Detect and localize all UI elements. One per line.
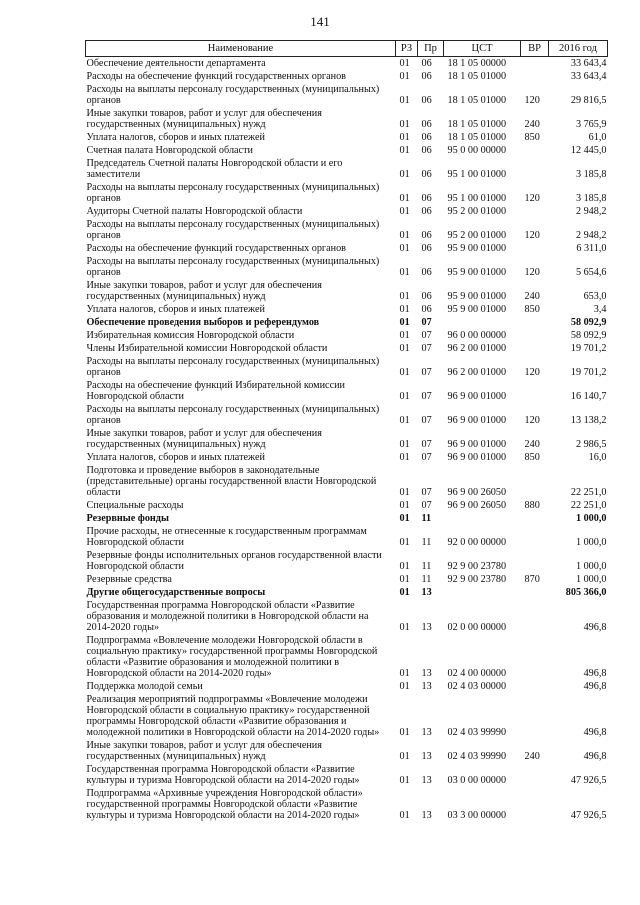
row-cst: 02 4 03 00000 bbox=[447, 681, 507, 692]
row-pr: 06 bbox=[421, 291, 432, 302]
row-name: Расходы на выплаты персоналу государственных (муниципальных) органов bbox=[86, 356, 380, 378]
row-name: Прочие расходы, не отнесенные к государственным программам Новгородской области bbox=[86, 526, 367, 548]
row-amount: 496,8 bbox=[583, 668, 607, 679]
row-amount: 16 140,7 bbox=[570, 391, 607, 402]
row-vr bbox=[521, 205, 549, 218]
row-name: Уплата налогов, сборов и иных платежей bbox=[86, 452, 265, 463]
row-vr: 120 bbox=[524, 367, 540, 378]
header-vr: ВР bbox=[521, 41, 549, 57]
row-rz: 01 bbox=[399, 119, 410, 130]
row-vr: 240 bbox=[524, 119, 540, 130]
row-amount: 1 000,0 bbox=[575, 537, 607, 548]
row-amount: 61,0 bbox=[588, 132, 607, 143]
row-amount: 3 185,8 bbox=[575, 193, 607, 204]
row-rz: 01 bbox=[399, 622, 410, 633]
row-amount: 496,8 bbox=[583, 681, 607, 692]
row-pr: 07 bbox=[421, 415, 432, 426]
row-vr: 120 bbox=[524, 95, 540, 106]
row-rz: 01 bbox=[399, 415, 410, 426]
row-name: Реализация мероприятий подпрограммы «Вовлечение молодежи Новгородской области в социальную практику» государственной программы Новгородской области «Развитие образования и молодежной политики в Новгородской области на 2014-2020 годы» bbox=[86, 694, 380, 738]
row-name: Расходы на обеспечение функций Избирательной комиссии Новгородской области bbox=[86, 380, 345, 402]
table-row bbox=[86, 499, 608, 512]
row-vr bbox=[521, 763, 549, 787]
row-name: Уплата налогов, сборов и иных платежей bbox=[86, 132, 265, 143]
row-cst: 96 0 00 00000 bbox=[447, 330, 507, 341]
row-rz: 01 bbox=[399, 169, 410, 180]
row-amount: 496,8 bbox=[583, 751, 607, 762]
table-row bbox=[86, 586, 608, 599]
row-vr bbox=[521, 329, 549, 342]
row-name: Обеспечение деятельности департамента bbox=[86, 58, 266, 69]
row-cst: 96 2 00 01000 bbox=[447, 343, 507, 354]
row-amount: 47 926,5 bbox=[570, 775, 607, 786]
row-cst: 96 9 00 01000 bbox=[447, 452, 507, 463]
table-row bbox=[86, 107, 608, 131]
row-pr: 07 bbox=[421, 439, 432, 450]
row-pr: 06 bbox=[421, 169, 432, 180]
table-row bbox=[86, 342, 608, 355]
row-pr: 13 bbox=[421, 622, 432, 633]
row-cst bbox=[444, 316, 521, 329]
row-pr: 07 bbox=[421, 343, 432, 354]
row-rz: 01 bbox=[399, 343, 410, 354]
row-vr: 240 bbox=[524, 751, 540, 762]
budget-table bbox=[85, 40, 608, 822]
row-name: Избирательная комиссия Новгородской области bbox=[86, 330, 295, 341]
row-name: Резервные фонды исполнительных органов государственной власти Новгородской области bbox=[86, 550, 382, 572]
row-name: Поддержка молодой семьи bbox=[86, 681, 203, 692]
row-vr: 120 bbox=[524, 415, 540, 426]
row-name: Иные закупки товаров, работ и услуг для обеспечения государственных (муниципальных) нужд bbox=[86, 428, 322, 450]
row-rz: 01 bbox=[399, 513, 410, 524]
table-row bbox=[86, 205, 608, 218]
row-vr bbox=[521, 70, 549, 83]
row-name: Специальные расходы bbox=[86, 500, 184, 511]
row-rz: 01 bbox=[399, 367, 410, 378]
row-vr: 850 bbox=[524, 132, 540, 143]
row-pr: 13 bbox=[421, 751, 432, 762]
row-cst: 02 4 03 99990 bbox=[447, 727, 507, 738]
row-amount: 2 948,2 bbox=[575, 230, 607, 241]
row-rz: 01 bbox=[399, 751, 410, 762]
row-vr: 120 bbox=[524, 193, 540, 204]
row-rz: 01 bbox=[399, 291, 410, 302]
row-pr: 13 bbox=[421, 775, 432, 786]
row-amount: 6 311,0 bbox=[576, 243, 607, 254]
row-amount: 3 185,8 bbox=[575, 169, 607, 180]
row-cst: 92 9 00 23780 bbox=[447, 561, 507, 572]
row-rz: 01 bbox=[399, 668, 410, 679]
row-name: Расходы на выплаты персоналу государственных (муниципальных) органов bbox=[86, 84, 380, 106]
row-rz: 01 bbox=[399, 304, 410, 315]
table-row bbox=[86, 787, 608, 822]
row-name: Расходы на выплаты персоналу государственных (муниципальных) органов bbox=[86, 404, 380, 426]
row-amount: 3 765,9 bbox=[575, 119, 607, 130]
row-amount: 3,4 bbox=[593, 304, 607, 315]
row-pr: 07 bbox=[421, 500, 432, 511]
table-row bbox=[86, 316, 608, 329]
table-row bbox=[86, 279, 608, 303]
row-cst: 96 9 00 01000 bbox=[447, 439, 507, 450]
row-name: Председатель Счетной палаты Новгородской области и его заместители bbox=[86, 158, 343, 180]
row-name: Расходы на выплаты персоналу государственных (муниципальных) органов bbox=[86, 256, 380, 278]
row-pr: 06 bbox=[421, 132, 432, 143]
row-cst bbox=[444, 512, 521, 525]
row-name: Подпрограмма «Архивные учреждения Новгородской области» государственной программы Новгородской области «Развитие культуры и туризма Новгородской области на 2014-2020 годы» bbox=[86, 788, 363, 821]
row-rz: 01 bbox=[399, 132, 410, 143]
row-vr: 120 bbox=[524, 230, 540, 241]
row-name: Иные закупки товаров, работ и услуг для обеспечения государственных (муниципальных) нужд bbox=[86, 108, 322, 130]
row-pr: 11 bbox=[421, 574, 432, 585]
row-rz: 01 bbox=[399, 681, 410, 692]
row-rz: 01 bbox=[399, 145, 410, 156]
row-vr bbox=[521, 342, 549, 355]
table-row bbox=[86, 739, 608, 763]
table-row bbox=[86, 57, 608, 71]
row-rz: 01 bbox=[399, 439, 410, 450]
row-vr bbox=[521, 549, 549, 573]
row-pr: 07 bbox=[421, 391, 432, 402]
row-pr: 06 bbox=[421, 230, 432, 241]
table-row bbox=[86, 255, 608, 279]
row-cst: 96 9 00 26050 bbox=[447, 487, 507, 498]
row-vr bbox=[521, 787, 549, 822]
row-name: Аудиторы Счетной палаты Новгородской области bbox=[86, 206, 303, 217]
row-name: Резервные средства bbox=[86, 574, 172, 585]
row-name: Иные закупки товаров, работ и услуг для обеспечения государственных (муниципальных) нужд bbox=[86, 280, 322, 302]
row-name: Другие общегосударственные вопросы bbox=[86, 587, 266, 598]
row-cst: 18 1 05 01000 bbox=[447, 95, 507, 106]
header-rz: РЗ bbox=[396, 41, 418, 57]
table-header-row bbox=[86, 41, 608, 57]
table-row bbox=[86, 634, 608, 680]
page-number: 141 bbox=[310, 14, 330, 29]
row-vr: 880 bbox=[524, 500, 540, 511]
row-rz: 01 bbox=[399, 267, 410, 278]
row-rz: 01 bbox=[399, 587, 410, 598]
row-name: Расходы на обеспечение функций государственных органов bbox=[86, 71, 346, 82]
row-pr: 06 bbox=[421, 145, 432, 156]
row-rz: 01 bbox=[399, 71, 410, 82]
row-pr: 13 bbox=[421, 668, 432, 679]
row-name: Государственная программа Новгородской области «Развитие культуры и туризма Новгородской области на 2014-2020 годы» bbox=[86, 764, 360, 786]
table-row bbox=[86, 181, 608, 205]
row-amount: 22 251,0 bbox=[570, 487, 607, 498]
row-cst: 92 0 00 00000 bbox=[447, 537, 507, 548]
header-pr: Пр bbox=[418, 41, 444, 57]
row-cst: 96 9 00 01000 bbox=[447, 391, 507, 402]
header-cst: ЦСТ bbox=[444, 41, 521, 57]
row-pr: 06 bbox=[421, 58, 432, 69]
row-rz: 01 bbox=[399, 727, 410, 738]
table-body bbox=[86, 57, 608, 823]
row-vr: 850 bbox=[524, 304, 540, 315]
row-pr: 13 bbox=[421, 727, 432, 738]
row-amount: 58 092,9 bbox=[570, 330, 607, 341]
row-name: Резервные фонды bbox=[86, 513, 169, 524]
row-cst: 18 1 05 01000 bbox=[447, 71, 507, 82]
row-vr: 870 bbox=[524, 574, 540, 585]
row-name: Подпрограмма «Вовлечение молодежи Новгородской области в социальную практику» государственной программы Новгородской области «Развитие образования и молодежной политики в Новгородской области на 2014-2020 годы» bbox=[86, 635, 378, 679]
row-rz: 01 bbox=[399, 500, 410, 511]
row-rz: 01 bbox=[399, 95, 410, 106]
row-cst: 03 0 00 00000 bbox=[447, 775, 507, 786]
row-amount: 19 701,2 bbox=[570, 367, 607, 378]
table-row bbox=[86, 379, 608, 403]
row-cst: 18 1 05 01000 bbox=[447, 132, 507, 143]
header-year: 2016 год bbox=[549, 41, 608, 57]
row-amount: 805 366,0 bbox=[565, 587, 607, 598]
row-amount: 33 643,4 bbox=[570, 58, 607, 69]
row-pr: 11 bbox=[421, 537, 432, 548]
row-vr bbox=[521, 693, 549, 739]
row-pr: 06 bbox=[421, 193, 432, 204]
table-row bbox=[86, 693, 608, 739]
row-cst: 95 9 00 01000 bbox=[447, 291, 507, 302]
row-amount: 2 948,2 bbox=[575, 206, 607, 217]
row-cst: 95 2 00 01000 bbox=[447, 230, 507, 241]
row-cst: 95 9 00 01000 bbox=[447, 243, 507, 254]
row-pr: 07 bbox=[421, 452, 432, 463]
row-vr bbox=[521, 242, 549, 255]
row-vr bbox=[521, 464, 549, 499]
row-amount: 2 986,5 bbox=[575, 439, 607, 450]
row-name: Члены Избирательной комиссии Новгородской области bbox=[86, 343, 328, 354]
row-pr: 06 bbox=[421, 119, 432, 130]
table-row bbox=[86, 549, 608, 573]
row-vr bbox=[521, 157, 549, 181]
row-pr: 11 bbox=[421, 513, 432, 524]
row-amount: 1 000,0 bbox=[575, 561, 607, 572]
table-row bbox=[86, 403, 608, 427]
header-name: Наименование bbox=[86, 41, 396, 57]
row-pr: 07 bbox=[421, 487, 432, 498]
row-vr bbox=[521, 144, 549, 157]
row-cst: 95 1 00 01000 bbox=[447, 169, 507, 180]
row-pr: 06 bbox=[421, 206, 432, 217]
row-rz: 01 bbox=[399, 317, 410, 328]
row-cst: 18 1 05 01000 bbox=[447, 119, 507, 130]
row-amount: 1 000,0 bbox=[575, 574, 607, 585]
row-amount: 496,8 bbox=[583, 622, 607, 633]
row-name: Счетная палата Новгородской области bbox=[86, 145, 253, 156]
table-row bbox=[86, 131, 608, 144]
row-amount: 19 701,2 bbox=[570, 343, 607, 354]
row-amount: 13 138,2 bbox=[570, 415, 607, 426]
table-row bbox=[86, 303, 608, 316]
row-amount: 33 643,4 bbox=[570, 71, 607, 82]
row-vr: 240 bbox=[524, 439, 540, 450]
row-vr bbox=[521, 512, 549, 525]
table-row bbox=[86, 242, 608, 255]
row-vr: 850 bbox=[524, 452, 540, 463]
row-cst: 96 9 00 01000 bbox=[447, 415, 507, 426]
table-row bbox=[86, 573, 608, 586]
row-pr: 13 bbox=[421, 681, 432, 692]
row-vr bbox=[521, 57, 549, 71]
row-vr bbox=[521, 316, 549, 329]
row-pr: 07 bbox=[421, 330, 432, 341]
table-row bbox=[86, 763, 608, 787]
table-row bbox=[86, 464, 608, 499]
row-amount: 1 000,0 bbox=[575, 513, 607, 524]
row-vr bbox=[521, 379, 549, 403]
table-row bbox=[86, 70, 608, 83]
row-amount: 496,8 bbox=[583, 727, 607, 738]
table-row bbox=[86, 157, 608, 181]
row-pr: 07 bbox=[421, 317, 432, 328]
row-cst: 95 1 00 01000 bbox=[447, 193, 507, 204]
row-pr: 07 bbox=[421, 367, 432, 378]
row-rz: 01 bbox=[399, 452, 410, 463]
row-amount: 47 926,5 bbox=[570, 810, 607, 821]
table-row bbox=[86, 680, 608, 693]
row-pr: 06 bbox=[421, 243, 432, 254]
row-name: Государственная программа Новгородской области «Развитие образования и молодежной политики в Новгородской области на 2014-2020 годы» bbox=[86, 600, 369, 633]
row-vr bbox=[521, 586, 549, 599]
row-rz: 01 bbox=[399, 775, 410, 786]
table-row bbox=[86, 525, 608, 549]
row-name: Обеспечение проведения выборов и референдумов bbox=[86, 317, 320, 328]
row-name: Расходы на выплаты персоналу государственных (муниципальных) органов bbox=[86, 182, 380, 204]
row-pr: 06 bbox=[421, 71, 432, 82]
row-rz: 01 bbox=[399, 574, 410, 585]
row-name: Расходы на выплаты персоналу государственных (муниципальных) органов bbox=[86, 219, 380, 241]
row-rz: 01 bbox=[399, 561, 410, 572]
row-rz: 01 bbox=[399, 487, 410, 498]
row-name: Расходы на обеспечение функций государственных органов bbox=[86, 243, 346, 254]
row-cst: 95 2 00 01000 bbox=[447, 206, 507, 217]
row-rz: 01 bbox=[399, 810, 410, 821]
table-row bbox=[86, 83, 608, 107]
row-cst: 02 0 00 00000 bbox=[447, 622, 507, 633]
table-row bbox=[86, 355, 608, 379]
table-row bbox=[86, 144, 608, 157]
row-rz: 01 bbox=[399, 391, 410, 402]
row-amount: 653,0 bbox=[583, 291, 607, 302]
table-row bbox=[86, 218, 608, 242]
row-amount: 22 251,0 bbox=[570, 500, 607, 511]
row-pr: 13 bbox=[421, 810, 432, 821]
row-rz: 01 bbox=[399, 58, 410, 69]
table-row bbox=[86, 427, 608, 451]
row-cst bbox=[444, 586, 521, 599]
row-cst: 96 2 00 01000 bbox=[447, 367, 507, 378]
row-vr bbox=[521, 599, 549, 634]
row-pr: 06 bbox=[421, 95, 432, 106]
row-cst: 96 9 00 26050 bbox=[447, 500, 507, 511]
table-row bbox=[86, 512, 608, 525]
row-rz: 01 bbox=[399, 230, 410, 241]
row-cst: 92 9 00 23780 bbox=[447, 574, 507, 585]
row-pr: 11 bbox=[421, 561, 432, 572]
row-rz: 01 bbox=[399, 537, 410, 548]
row-amount: 16,0 bbox=[588, 452, 607, 463]
table-row bbox=[86, 329, 608, 342]
row-pr: 06 bbox=[421, 304, 432, 315]
row-cst: 03 3 00 00000 bbox=[447, 810, 507, 821]
row-amount: 12 445,0 bbox=[570, 145, 607, 156]
row-cst: 95 0 00 00000 bbox=[447, 145, 507, 156]
row-vr bbox=[521, 680, 549, 693]
row-cst: 18 1 05 00000 bbox=[447, 58, 507, 69]
row-vr bbox=[521, 634, 549, 680]
row-name: Уплата налогов, сборов и иных платежей bbox=[86, 304, 265, 315]
row-name: Подготовка и проведение выборов в законодательные (представительные) органы государственной власти Новгородской области bbox=[86, 465, 377, 498]
row-cst: 95 9 00 01000 bbox=[447, 267, 507, 278]
row-rz: 01 bbox=[399, 330, 410, 341]
row-pr: 06 bbox=[421, 267, 432, 278]
row-name: Иные закупки товаров, работ и услуг для обеспечения государственных (муниципальных) нужд bbox=[86, 740, 322, 762]
row-cst: 95 9 00 01000 bbox=[447, 304, 507, 315]
row-amount: 58 092,9 bbox=[570, 317, 607, 328]
row-amount: 5 654,6 bbox=[575, 267, 607, 278]
row-rz: 01 bbox=[399, 193, 410, 204]
row-vr: 240 bbox=[524, 291, 540, 302]
row-cst: 02 4 03 99990 bbox=[447, 751, 507, 762]
row-rz: 01 bbox=[399, 243, 410, 254]
row-amount: 29 816,5 bbox=[570, 95, 607, 106]
row-cst: 02 4 00 00000 bbox=[447, 668, 507, 679]
row-rz: 01 bbox=[399, 206, 410, 217]
table-row bbox=[86, 599, 608, 634]
table-row bbox=[86, 451, 608, 464]
row-pr: 13 bbox=[421, 587, 432, 598]
row-vr: 120 bbox=[524, 267, 540, 278]
row-vr bbox=[521, 525, 549, 549]
